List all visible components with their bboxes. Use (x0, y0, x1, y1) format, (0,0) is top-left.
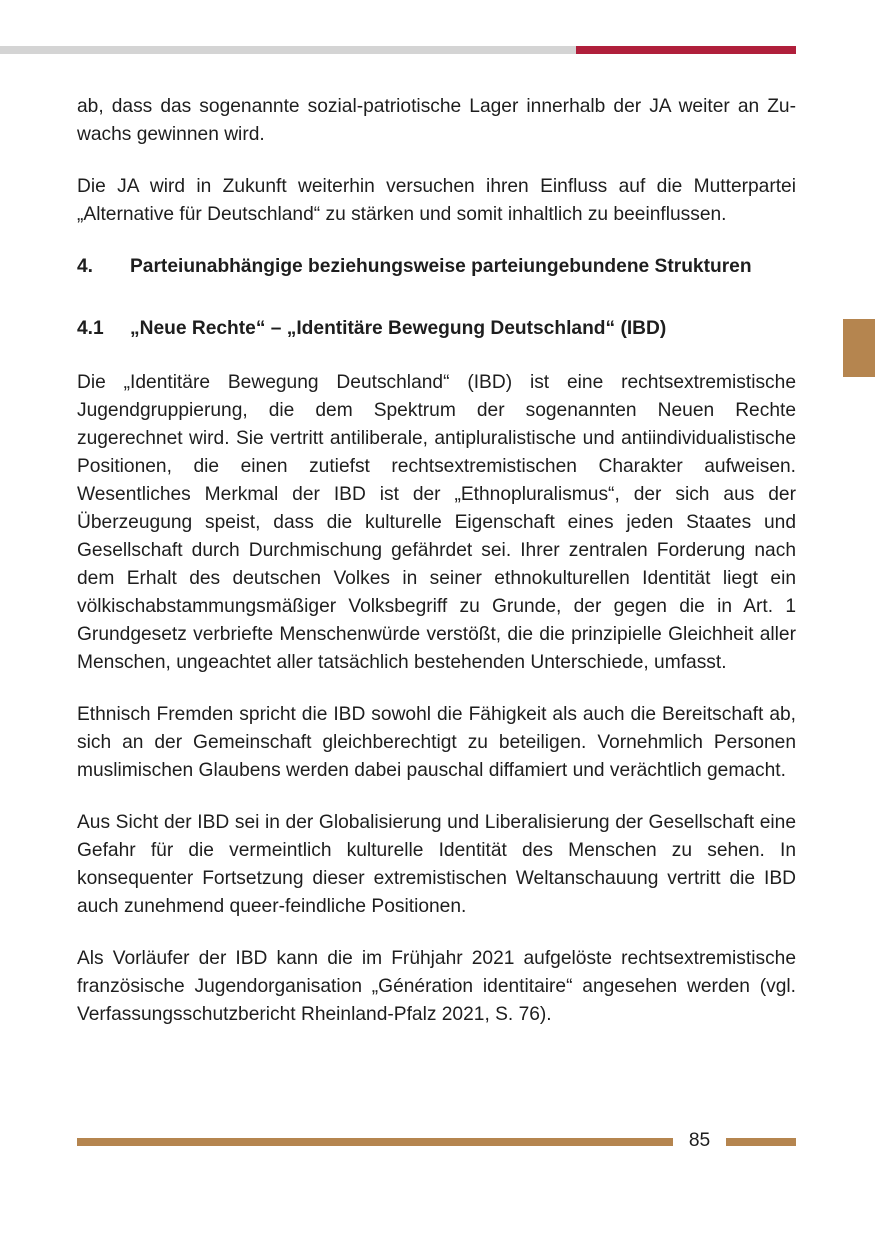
page-content (77, 93, 796, 1053)
paragraph-ibd-definition: Die „Identitäre Bewegung Deutschland“ (IBD) ist eine rechtsextremistische Jugendgruppierung, die dem Spektrum der sogenannten Neuen Rechte zugerechnet wird. Sie vertritt antiliberale, antipluralistische und antiindividualistische Positionen, die einen zutiefst rechtsextremistischen Charakter aufweisen. Wesentliches Merkmal der IBD ist der „Ethnopluralismus“, der sich aus der Überzeugung speist, dass die kulturelle Eigenschaft eines jeden Staates und Gesellschaft durch Durchmischung gefährdet sei. Ihrer zentralen Forderung nach dem Erhalt des deutschen Volkes in seiner ethnokulturellen Identität liegt ein völkischabstammungsmäßiger Volksbegriff zu Grunde, der gegen die in Art. 1 Grundgesetz verbriefte Menschenwürde verstößt, die die prinzipielle Gleichheit aller Menschen, ungeachtet aller tatsächlich bestehenden Unterschiede, umfasst. (77, 372, 796, 673)
section-title: Parteiunabhängige beziehungsweise parteiungebundene Strukturen (130, 256, 752, 277)
page-number: 85 (688, 1130, 711, 1151)
section-heading-4-1 (77, 315, 796, 343)
subsection-number: 4.1 (77, 318, 104, 339)
footer-rule-right (726, 1138, 796, 1146)
subsection-title: „Neue Rechte“ – „Identitäre Bewegung Deutschland“ (IBD) (130, 318, 667, 339)
top-rule-red (576, 46, 796, 54)
paragraph-ethnic-exclusion: Ethnisch Fremden spricht die IBD sowohl die Fähigkeit als auch die Bereitschaft ab, sich an der Gemeinschaft gleichberechtigt zu beteiligen. Vornehmlich Personen muslimischen Glaubens werden dabei pauschal diffamiert und verächtlich gemacht. (77, 704, 796, 781)
section-heading-4 (77, 253, 796, 281)
paragraph-globalisation: Aus Sicht der IBD sei in der Globalisierung und Liberalisierung der Gesellschaft eine Gefahr für die vermeintlich kulturelle Identität des Menschen zu sehen. In konsequenter Fortsetzung dieser extremistischen Weltanschauung vertritt die IBD auch zunehmend queer-feindliche Positionen. (77, 812, 796, 917)
paragraph-ja-outlook: Die JA wird in Zukunft weiterhin versuchen ihren Einfluss auf die Mutterpartei „Alternative für Deutschland“ zu stärken und somit inhaltlich zu beeinflussen. (77, 176, 796, 225)
footer-rule-left (77, 1138, 673, 1146)
section-number: 4. (77, 256, 94, 277)
paragraph-predecessor: Als Vorläufer der IBD kann die im Frühjahr 2021 aufgelöste rechtsextremistische französische Jugendorganisation „Génération identitaire“ angesehen werden (vgl. Verfassungsschutzbericht Rheinland-Pfalz 2021, S. 76). (77, 948, 796, 1025)
paragraph-continuation: ab, dass das sogenannte sozial-patriotische Lager innerhalb der JA weiter an Zuwachs gewinnen wird. (77, 96, 796, 145)
chapter-tab-marker (843, 319, 875, 377)
top-rule-gray (0, 46, 576, 54)
